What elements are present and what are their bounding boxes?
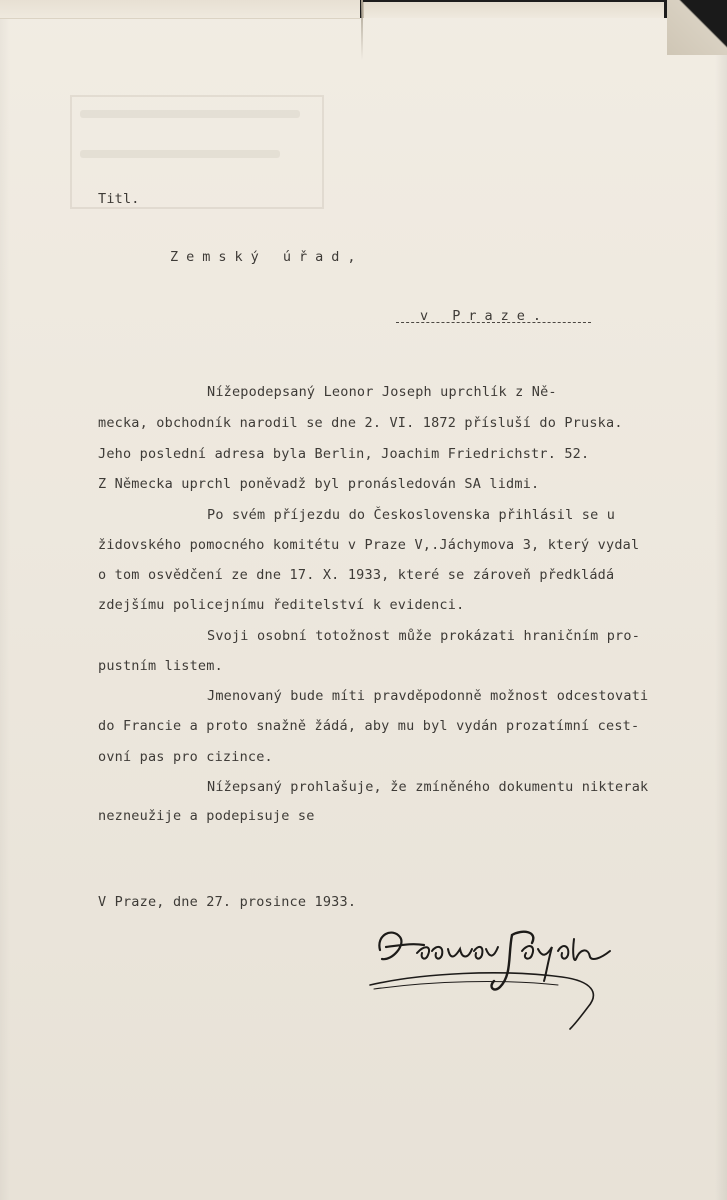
handwritten-signature (362, 915, 622, 1035)
location: v Praze. (420, 308, 550, 324)
paragraph-line: pustním listem. (98, 658, 223, 674)
paragraph-line: o tom osvědčení ze dne 17. X. 1933, které se zároveň předkládá (98, 567, 615, 583)
faded-stamp-line (80, 150, 280, 158)
paragraph-line: židovského pomocného komitétu v Praze V,.Jáchymova 3, který vydal (98, 537, 640, 553)
date-line: V Praze, dne 27. prosince 1933. (98, 894, 357, 910)
paragraph-line: ovní pas pro cizince. (98, 749, 273, 765)
paragraph-line: Nížepsaný prohlašuje, že zmíněného dokumentu nikterak (207, 779, 649, 795)
paragraph-line: Z Německa uprchl poněvadž byl pronásledován SA lidmi. (98, 476, 540, 492)
location-underline (396, 322, 591, 323)
paragraph-line: mecka, obchodník narodil se dne 2. VI. 1872 přísluší do Pruska. (98, 415, 623, 431)
paper-top-fold-left (0, 0, 360, 19)
paper-fold-line (361, 0, 363, 60)
salutation: Titl. (98, 191, 140, 207)
faded-stamp-line (80, 110, 300, 118)
paragraph-line: Po svém příjezdu do Československa přihlásil se u (207, 507, 616, 523)
paragraph-line: Jeho poslední adresa byla Berlin, Joachim Friedrichstr. 52. (98, 446, 590, 462)
paragraph-line: zdejšímu policejnímu ředitelství k evidenci. (98, 597, 465, 613)
paper-top-fold-right (362, 2, 664, 18)
paragraph-line: do Francie a proto snažně žádá, aby mu byl vydán prozatímní cest- (98, 718, 640, 734)
paragraph-line: Nížepodepsaný Leonor Joseph uprchlík z Ně- (207, 384, 557, 400)
addressee: Zemský úřad, (170, 249, 364, 265)
paragraph-line: Jmenovaný bude míti pravděpodonně možnost odcestovati (207, 688, 649, 704)
folded-corner (667, 0, 727, 55)
paragraph-line: Svoji osobní totožnost může prokázati hraničním pro- (207, 628, 641, 644)
paragraph-line: nezneužije a podepisuje se (98, 808, 315, 824)
